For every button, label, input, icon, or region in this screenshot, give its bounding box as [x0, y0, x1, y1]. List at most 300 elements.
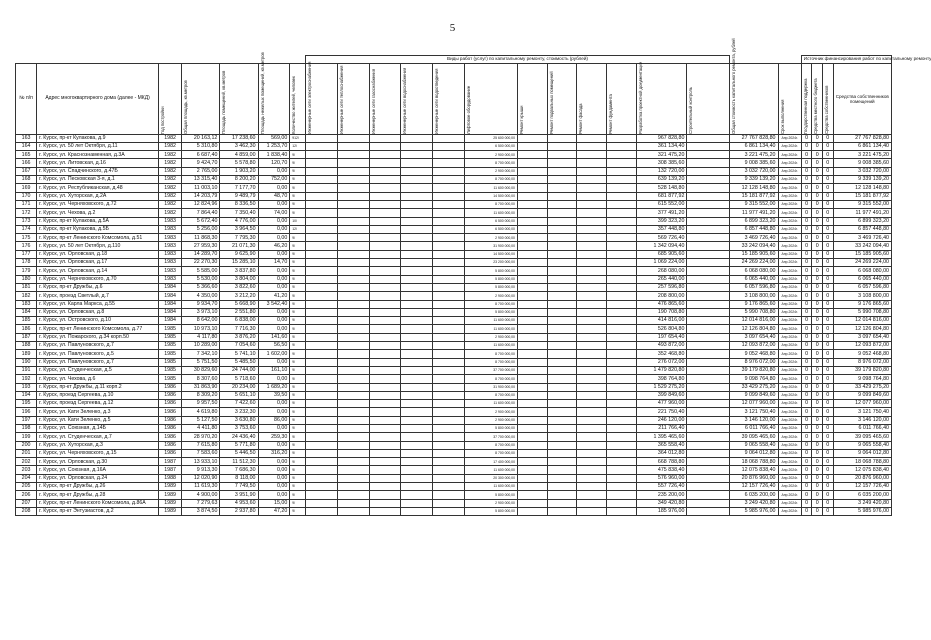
cell-year: 1982 — [158, 167, 181, 175]
cell-a1: 7 279,63 — [182, 499, 220, 507]
cell-res: 9/ — [290, 342, 306, 350]
cell-a2: 15 285,10 — [220, 259, 258, 267]
cell-a1: 9 913,30 — [182, 466, 220, 474]
cell-a1: 3 973,10 — [182, 308, 220, 316]
cell-a2: 17 238,60 — [220, 134, 258, 142]
cell-a3: 0,00 — [258, 267, 290, 275]
cell-a2: 3 822,60 — [220, 283, 258, 291]
cell-empty — [306, 192, 338, 200]
cell-design: 493 872,00 — [636, 342, 687, 350]
cell-a2: 5 741,10 — [220, 350, 258, 358]
cell-empty — [369, 491, 401, 499]
cell-a3: 0,00 — [258, 250, 290, 258]
cell-empty — [433, 499, 465, 507]
cell-a3: 3 542,40 — [258, 300, 290, 308]
cell-empty — [547, 408, 577, 416]
cell-a2: 24 744,00 — [220, 366, 258, 374]
cell-addr: г. Курск, ул. Краснознаменная, д.3А — [37, 151, 159, 159]
cell-empty — [401, 408, 433, 416]
cell-empty — [606, 400, 636, 408]
cell-f4: 3 249 420,80 — [833, 499, 891, 507]
cell-empty — [369, 466, 401, 474]
cell-no: 191 — [16, 366, 37, 374]
cell-f1: 0 — [801, 474, 812, 482]
cell-empty — [369, 300, 401, 308]
cell-f1: 0 — [801, 416, 812, 424]
cell-empty — [306, 134, 338, 142]
cell-a2: 2 937,80 — [220, 507, 258, 515]
cell-empty — [306, 350, 338, 358]
cell-f2: 0 — [812, 483, 823, 491]
cell-empty — [547, 142, 577, 150]
cell-empty — [433, 167, 465, 175]
cell-elevator: 8 700 000,00 — [465, 176, 518, 184]
cell-no: 198 — [16, 424, 37, 432]
cell-addr: г. Курск, ул. Пожарского, д.34 корп.50 — [37, 333, 159, 341]
cell-term: Апр.2024г. — [778, 375, 801, 383]
cell-a1: 20 163,12 — [182, 134, 220, 142]
cell-empty — [433, 184, 465, 192]
cell-empty — [606, 458, 636, 466]
cell-empty — [401, 458, 433, 466]
cell-a3: 0,00 — [258, 358, 290, 366]
cell-empty — [577, 466, 607, 474]
cell-f4: 9 315 552,00 — [833, 200, 891, 208]
cell-f4: 6 068 080,00 — [833, 267, 891, 275]
cell-elevator: 2 900 000,00 — [465, 292, 518, 300]
cell-elevator: 11 600 000,00 — [465, 325, 518, 333]
cell-no: 181 — [16, 283, 37, 291]
cell-empty — [517, 375, 547, 383]
cell-total: 11 977 491,20 — [729, 209, 778, 217]
cell-f2: 0 — [812, 250, 823, 258]
cell-empty — [547, 333, 577, 341]
cell-year: 1982 — [158, 134, 181, 142]
cell-empty — [433, 209, 465, 217]
table-row — [16, 308, 892, 316]
cell-f3: 0 — [822, 300, 833, 308]
cell-empty — [337, 142, 369, 150]
cell-addr: г. Курск, ул. Карла Маркса, д.55 — [37, 300, 159, 308]
cell-f1: 0 — [801, 275, 812, 283]
cell-f2: 0 — [812, 242, 823, 250]
cell-empty — [606, 483, 636, 491]
cell-a1: 5 310,80 — [182, 142, 220, 150]
cell-empty — [606, 433, 636, 441]
cell-empty — [306, 416, 338, 424]
cell-f4: 9 065 558,40 — [833, 441, 891, 449]
cell-empty — [337, 358, 369, 366]
cell-f4: 9 064 012,80 — [833, 449, 891, 457]
cell-f3: 0 — [822, 408, 833, 416]
cell-empty — [433, 134, 465, 142]
cell-a3: 0,00 — [258, 217, 290, 225]
cell-no: 208 — [16, 507, 37, 515]
cell-empty — [547, 300, 577, 308]
cell-f4: 9 098 764,80 — [833, 375, 891, 383]
cell-empty — [306, 400, 338, 408]
cell-design: 190 708,80 — [636, 308, 687, 316]
cell-total: 39 095 465,60 — [729, 433, 778, 441]
cell-f3: 0 — [822, 317, 833, 325]
cell-f2: 0 — [812, 424, 823, 432]
cell-term: Апр.2024г. — [778, 433, 801, 441]
cell-empty — [517, 499, 547, 507]
cell-f3: 0 — [822, 391, 833, 399]
cell-total: 33 242 094,40 — [729, 242, 778, 250]
cell-empty — [337, 350, 369, 358]
cell-empty — [517, 184, 547, 192]
cell-total: 9 315 552,00 — [729, 200, 778, 208]
cell-empty — [401, 499, 433, 507]
cell-a3: 0,00 — [258, 200, 290, 208]
cell-f4: 3 146 120,00 — [833, 416, 891, 424]
cell-empty — [606, 142, 636, 150]
cell-f1: 0 — [801, 300, 812, 308]
table-row — [16, 366, 892, 374]
cell-empty — [606, 408, 636, 416]
cell-f4: 3 469 726,40 — [833, 234, 891, 242]
cell-year: 1983 — [158, 267, 181, 275]
table-row — [16, 350, 892, 358]
cell-empty — [369, 383, 401, 391]
cell-f3: 0 — [822, 167, 833, 175]
cell-a3: 141,60 — [258, 333, 290, 341]
cell-term: Апр.2024г. — [778, 342, 801, 350]
cell-f1: 0 — [801, 342, 812, 350]
cell-empty — [606, 151, 636, 159]
table-row — [16, 491, 892, 499]
cell-year: 1982 — [158, 151, 181, 159]
cell-f1: 0 — [801, 383, 812, 391]
cell-term: Апр.2024г. — [778, 317, 801, 325]
cell-year: 1982 — [158, 184, 181, 192]
cell-empty — [433, 250, 465, 258]
cell-empty — [306, 176, 338, 184]
cell-empty — [306, 292, 338, 300]
cell-design: 361 134,40 — [636, 142, 687, 150]
cell-empty — [606, 300, 636, 308]
cell-empty — [606, 176, 636, 184]
cell-empty — [517, 391, 547, 399]
cell-design: 398 764,80 — [636, 375, 687, 383]
cell-empty — [433, 383, 465, 391]
cell-empty — [687, 383, 729, 391]
cell-f4: 9 339 139,20 — [833, 176, 891, 184]
cell-f4: 39 179 820,80 — [833, 366, 891, 374]
cell-f1: 0 — [801, 317, 812, 325]
cell-empty — [401, 234, 433, 242]
cell-f3: 0 — [822, 366, 833, 374]
cell-a1: 8 642,00 — [182, 317, 220, 325]
cell-empty — [606, 333, 636, 341]
cell-empty — [577, 424, 607, 432]
cell-f2: 0 — [812, 433, 823, 441]
cell-term: Апр.2024г. — [778, 259, 801, 267]
cell-design: 364 012,80 — [636, 449, 687, 457]
cell-term: Апр.2024г. — [778, 300, 801, 308]
cell-elevator: 11 600 000,00 — [465, 466, 518, 474]
cell-a1: 8 309,20 — [182, 391, 220, 399]
cell-res: 10/ — [290, 217, 306, 225]
cell-f4: 39 095 465,60 — [833, 433, 891, 441]
cell-empty — [306, 225, 338, 233]
cell-no: 197 — [16, 416, 37, 424]
cell-a1: 4 411,80 — [182, 424, 220, 432]
cell-no: 194 — [16, 391, 37, 399]
cell-f4: 3 032 720,00 — [833, 167, 891, 175]
cell-design: 377 491,20 — [636, 209, 687, 217]
cell-empty — [547, 259, 577, 267]
cell-year: 1983 — [158, 275, 181, 283]
cell-f3: 0 — [822, 292, 833, 300]
cell-a1: 13 933,10 — [182, 458, 220, 466]
cell-empty — [433, 159, 465, 167]
cell-term: Апр.2024г. — [778, 441, 801, 449]
cell-a2: 7 795,30 — [220, 234, 258, 242]
cell-design: 365 558,40 — [636, 441, 687, 449]
cell-elevator: 11 600 000,00 — [465, 317, 518, 325]
cell-no: 178 — [16, 259, 37, 267]
cell-total: 6 857 448,80 — [729, 225, 778, 233]
cell-res: 9/ — [290, 507, 306, 515]
cell-empty — [687, 184, 729, 192]
cell-f3: 0 — [822, 259, 833, 267]
cell-a2: 5 485,50 — [220, 358, 258, 366]
cell-empty — [577, 300, 607, 308]
cell-empty — [401, 375, 433, 383]
cell-empty — [337, 176, 369, 184]
cell-a1: 31 863,90 — [182, 383, 220, 391]
cell-total: 9 008 385,60 — [729, 159, 778, 167]
cell-a1: 4 619,80 — [182, 408, 220, 416]
cell-empty — [606, 283, 636, 291]
cell-f2: 0 — [812, 159, 823, 167]
cell-term: Апр.2024г. — [778, 275, 801, 283]
table-row — [16, 474, 892, 482]
cell-empty — [401, 142, 433, 150]
cell-res: 9/ — [290, 400, 306, 408]
cell-res: 9/ — [290, 441, 306, 449]
cell-res: 9/ — [290, 209, 306, 217]
cell-term: Апр.2024г. — [778, 499, 801, 507]
col-fund-2: Средства собственников — [823, 85, 829, 134]
table-header — [16, 37, 931, 135]
cell-empty — [606, 342, 636, 350]
cell-f2: 0 — [812, 259, 823, 267]
cell-empty — [369, 350, 401, 358]
cell-empty — [547, 491, 577, 499]
cell-design: 321 475,20 — [636, 151, 687, 159]
cell-empty — [401, 325, 433, 333]
cell-a2: 3 232,30 — [220, 408, 258, 416]
cell-res: 9/ — [290, 317, 306, 325]
cell-no: 165 — [16, 151, 37, 159]
cell-a1: 11 003,10 — [182, 184, 220, 192]
cell-design: 308 385,60 — [636, 159, 687, 167]
cell-a3: 0,00 — [258, 491, 290, 499]
cell-empty — [517, 441, 547, 449]
cell-no: 187 — [16, 333, 37, 341]
cell-empty — [306, 242, 338, 250]
cell-empty — [306, 308, 338, 316]
cell-empty — [337, 491, 369, 499]
cell-empty — [337, 391, 369, 399]
cell-f4: 6 857 448,80 — [833, 225, 891, 233]
cell-f1: 0 — [801, 167, 812, 175]
cell-empty — [547, 483, 577, 491]
cell-addr: г. Курск, проезд Сергеева, д.12 — [37, 400, 159, 408]
cell-term: Апр.2024г. — [778, 424, 801, 432]
cell-design: 257 596,80 — [636, 283, 687, 291]
cell-term: Апр.2024г. — [778, 391, 801, 399]
cell-addr: г. Курск, ул. Песковская 3-я, д.1 — [37, 176, 159, 184]
cell-a2: 3 951,90 — [220, 491, 258, 499]
cell-a2: 2 551,80 — [220, 308, 258, 316]
cell-f3: 0 — [822, 375, 833, 383]
cell-empty — [577, 483, 607, 491]
cell-design: 414 816,00 — [636, 317, 687, 325]
cell-empty — [687, 466, 729, 474]
cell-a1: 7 615,80 — [182, 441, 220, 449]
cell-f4: 12 014 816,00 — [833, 317, 891, 325]
cell-term: Апр.2024г. — [778, 449, 801, 457]
cell-term: Апр.2024г. — [778, 142, 801, 150]
col-system-8: Ремонт фасада — [578, 103, 584, 134]
cell-empty — [606, 275, 636, 283]
cell-f4: 33 429 275,20 — [833, 383, 891, 391]
cell-empty — [687, 400, 729, 408]
cell-empty — [401, 391, 433, 399]
cell-empty — [577, 375, 607, 383]
cell-f2: 0 — [812, 151, 823, 159]
cell-f4: 12 075 838,40 — [833, 466, 891, 474]
cell-empty — [687, 375, 729, 383]
cell-a1: 5 366,60 — [182, 283, 220, 291]
table-row — [16, 134, 892, 142]
cell-empty — [369, 234, 401, 242]
cell-f4: 33 242 094,40 — [833, 242, 891, 250]
cell-f1: 0 — [801, 391, 812, 399]
cell-empty — [433, 441, 465, 449]
cell-a2: 5 771,80 — [220, 441, 258, 449]
cell-empty — [577, 325, 607, 333]
cell-term: Апр.2024г. — [778, 458, 801, 466]
cell-f2: 0 — [812, 184, 823, 192]
cell-total: 12 077 960,00 — [729, 400, 778, 408]
cell-term: Апр.2024г. — [778, 483, 801, 491]
cell-design: 576 960,00 — [636, 474, 687, 482]
cell-empty — [369, 400, 401, 408]
cell-f2: 0 — [812, 350, 823, 358]
cell-year: 1987 — [158, 458, 181, 466]
cell-term: Апр.2024г. — [778, 242, 801, 250]
cell-empty — [337, 217, 369, 225]
cell-empty — [337, 499, 369, 507]
cell-empty — [606, 242, 636, 250]
cell-empty — [547, 225, 577, 233]
cell-term: Апр.2024г. — [778, 151, 801, 159]
table-row — [16, 325, 892, 333]
cell-empty — [517, 383, 547, 391]
cell-empty — [401, 200, 433, 208]
cell-a3: 47,20 — [258, 507, 290, 515]
cell-addr: г. Курск, пр-кт Кулакова, д.5Б — [37, 225, 159, 233]
cell-addr: г. Курск, пр-кт Дружбы, д.28 — [37, 491, 159, 499]
cell-empty — [606, 134, 636, 142]
cell-f1: 0 — [801, 350, 812, 358]
cell-f4: 6 011 766,40 — [833, 424, 891, 432]
cell-empty — [577, 499, 607, 507]
cell-res: 9/ — [290, 383, 306, 391]
cell-empty — [577, 234, 607, 242]
table-body — [16, 134, 892, 516]
cell-empty — [606, 225, 636, 233]
cell-elevator: 8 700 000,00 — [465, 391, 518, 399]
cell-empty — [337, 192, 369, 200]
cell-empty — [337, 416, 369, 424]
cell-f2: 0 — [812, 441, 823, 449]
cell-f1: 0 — [801, 283, 812, 291]
cell-empty — [433, 342, 465, 350]
cell-empty — [547, 192, 577, 200]
cell-empty — [687, 267, 729, 275]
cell-empty — [401, 350, 433, 358]
cell-a3: 74,00 — [258, 209, 290, 217]
cell-design: 349 420,80 — [636, 499, 687, 507]
cell-empty — [433, 416, 465, 424]
cell-no: 186 — [16, 325, 37, 333]
cell-total: 9 064 012,80 — [729, 449, 778, 457]
cell-empty — [577, 184, 607, 192]
cell-empty — [337, 317, 369, 325]
cell-term: Апр.2024г. — [778, 366, 801, 374]
cell-f4: 5 990 708,80 — [833, 308, 891, 316]
cell-addr: г. Курск, пр-кт Дружбы, д.26 — [37, 483, 159, 491]
cell-empty — [306, 209, 338, 217]
cell-empty — [401, 400, 433, 408]
cell-addr: г. Курск, пр-кт Дружбы, д.11 корп.2 — [37, 383, 159, 391]
table-row — [16, 217, 892, 225]
cell-elevator: 2 900 000,00 — [465, 151, 518, 159]
cell-empty — [369, 142, 401, 150]
cell-year: 1989 — [158, 491, 181, 499]
cell-a2: 3 462,30 — [220, 142, 258, 150]
cell-empty — [433, 433, 465, 441]
col-system-10: Разработка проектной документации — [637, 61, 643, 134]
cell-res: 9/ — [290, 292, 306, 300]
cell-empty — [577, 308, 607, 316]
table-row — [16, 383, 892, 391]
cell-a2: 3 753,60 — [220, 424, 258, 432]
cell-elevator: 8 700 000,00 — [465, 300, 518, 308]
cell-f4: 6 065 440,00 — [833, 275, 891, 283]
cell-res: 9/ — [290, 350, 306, 358]
cell-addr: г. Курск, ул. Чехова, д.2 — [37, 209, 159, 217]
cell-total: 3 097 654,40 — [729, 333, 778, 341]
cell-elevator: 2 900 000,00 — [465, 333, 518, 341]
cell-empty — [517, 259, 547, 267]
cell-empty — [517, 242, 547, 250]
cell-design: 399 323,20 — [636, 217, 687, 225]
cell-term: Апр.2024г. — [778, 159, 801, 167]
cell-empty — [401, 159, 433, 167]
cell-empty — [337, 225, 369, 233]
cell-f2: 0 — [812, 449, 823, 457]
cell-term: Апр.2024г. — [778, 292, 801, 300]
cell-empty — [306, 267, 338, 275]
cell-elevator: 14 500 000,00 — [465, 192, 518, 200]
